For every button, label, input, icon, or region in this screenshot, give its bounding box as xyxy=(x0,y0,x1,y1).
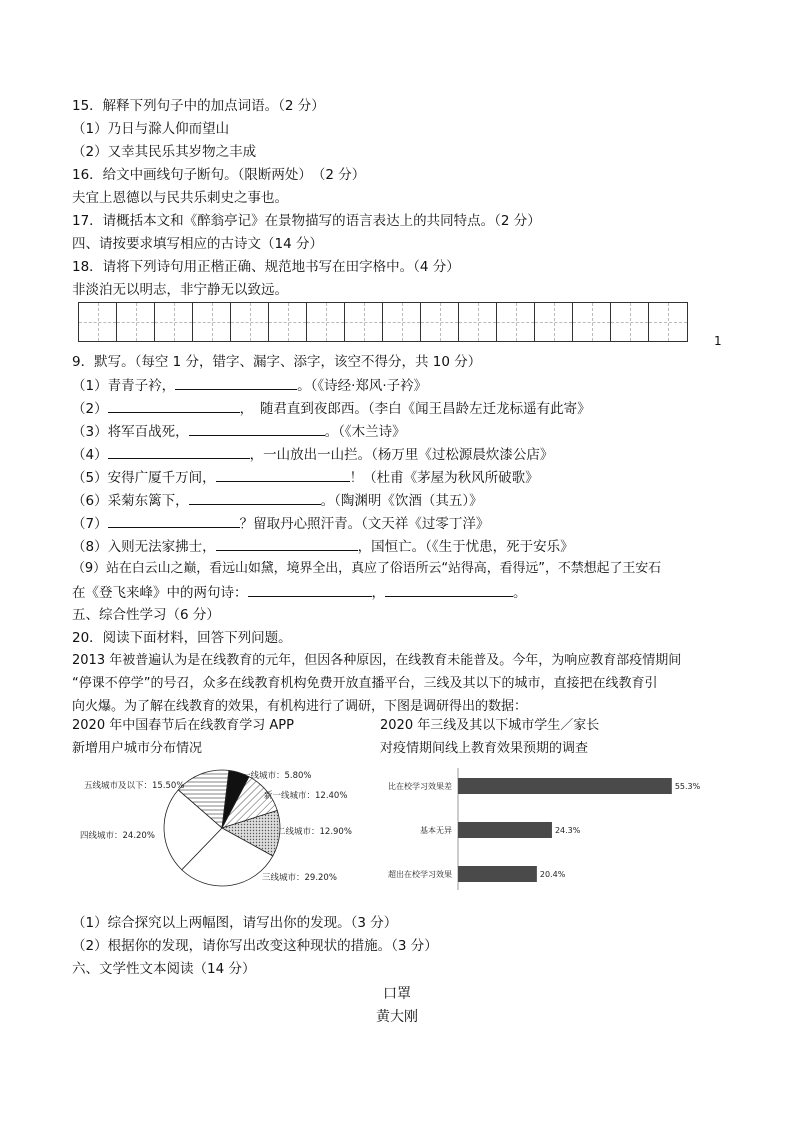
fill-pre: （8）入则无法家拂士， xyxy=(72,539,216,555)
fill-end: 。 xyxy=(513,585,527,601)
fill-blank[interactable] xyxy=(248,582,372,597)
fill-pre: （4） xyxy=(72,447,108,463)
fill-pre: （1）青青子衿， xyxy=(72,378,176,394)
bar-category-label: 超出在校学习效果 xyxy=(388,870,452,879)
story-author: 黄大刚 xyxy=(376,1009,418,1025)
fill-blank[interactable] xyxy=(175,375,297,390)
fill-pre: （6）采菊东篱下， xyxy=(72,493,189,509)
fill-item xyxy=(72,444,553,465)
grid-cell[interactable] xyxy=(79,303,117,341)
bar-chart xyxy=(380,760,720,900)
q16-text: 夫宜上恩德以与民共乐刺史之事也。 xyxy=(72,190,288,206)
fill-blank[interactable] xyxy=(108,513,240,528)
q20-sub-2: （2）根据你的发现，请你写出改变这种现状的措施。（3 分） xyxy=(72,938,438,954)
fill-item xyxy=(72,490,483,511)
fill-post: ， 随君直到夜郎西。（李白《闻王昌龄左迁龙标遥有此寄》 xyxy=(239,401,591,417)
bar xyxy=(458,822,552,838)
grid-cell[interactable] xyxy=(193,303,231,341)
fill-blank[interactable] xyxy=(189,421,325,436)
fill-blank[interactable] xyxy=(108,398,240,413)
fill-blank[interactable] xyxy=(189,490,321,505)
grid-cell[interactable] xyxy=(535,303,573,341)
fill-item-9-line2 xyxy=(72,582,527,603)
fill-blank[interactable] xyxy=(385,582,513,597)
q17-title: 17．请概括本文和《醉翁亭记》在景物描写的语言表达上的共同特点。（2 分） xyxy=(72,213,541,229)
q15-title: 15．解释下列句子中的加点词语。（2 分） xyxy=(72,98,325,114)
fill-post: 。（陶渊明《饮酒（其五）》 xyxy=(320,493,483,509)
grid-cell[interactable] xyxy=(383,303,421,341)
bar-value-label: 55.3% xyxy=(674,782,701,791)
fill-item xyxy=(72,375,427,396)
fill-blank[interactable] xyxy=(108,444,250,459)
fill-post: ，一山放出一山拦。（杨万里《过松源晨炊漆公店》 xyxy=(249,447,554,463)
pie-chart xyxy=(72,760,372,900)
pie-label: 二线城市：12.90% xyxy=(277,827,352,837)
grid-cell[interactable] xyxy=(307,303,345,341)
q15-item-2: （2）又幸其民乐其岁物之丰成 xyxy=(72,144,257,160)
fill-post: 。（《诗经·郑风·子衿》 xyxy=(297,378,428,394)
pie-subtitle: 新增用户城市分布情况 xyxy=(72,741,203,756)
section5-title: 五、综合性学习（6 分） xyxy=(72,607,220,623)
bar-category-label: 基本无异 xyxy=(420,826,452,835)
bar-value-label: 24.3% xyxy=(554,826,581,835)
q15-item-1: （1）乃日与滁人仰而望山 xyxy=(72,121,230,137)
pie-title: 2020 年中国春节后在线教育学习 APP xyxy=(72,718,294,733)
pie-label: 一线城市：5.80% xyxy=(242,771,312,781)
fill-post: ？留取丹心照汗青。（文天祥《过零丁洋》 xyxy=(239,516,490,532)
fill-post: ！（杜甫《茅屋为秋风所破歌》 xyxy=(349,470,539,486)
grid-cell[interactable] xyxy=(345,303,383,341)
q19-title: 9．默写。（每空 1 分，错字、漏字、添字，该空不得分，共 10 分） xyxy=(72,354,482,370)
bar-subtitle: 对疫情期间线上教育效果预期的调查 xyxy=(380,741,589,756)
fill-pre: （3）将军百战死， xyxy=(72,424,189,440)
story-title: 口罩 xyxy=(383,986,411,1002)
section6-title: 六、文学性文本阅读（14 分） xyxy=(72,961,256,977)
q20-para-1: 2013 年被普遍认为是在线教育的元年，但因各种原因，在线教育未能普及。今年，为响应教育部疫情期间 xyxy=(72,653,682,668)
grid-cell[interactable] xyxy=(497,303,535,341)
grid-cell[interactable] xyxy=(269,303,307,341)
fill-post: 。（《木兰诗》 xyxy=(324,424,406,440)
grid-cell[interactable] xyxy=(421,303,459,341)
fill-pre: （2） xyxy=(72,401,108,417)
fill-sep: ， xyxy=(371,585,385,601)
q20-para-3: 向火爆。为了解在线教育的效果，有机构进行了调研，下图是调研得出的数据： xyxy=(72,699,528,714)
grid-cell[interactable] xyxy=(611,303,649,341)
bar-value-label: 20.4% xyxy=(539,870,566,879)
fill-pre: （7） xyxy=(72,516,108,532)
pie-label: 四线城市：24.20% xyxy=(80,831,155,841)
q20-para-2: “停课不停学”的号召，众多在线教育机构免费开放直播平台，三线及其以下的城市，直接把在线教育引 xyxy=(72,676,658,691)
bar xyxy=(458,778,672,794)
pie-label: 三线城市：29.20% xyxy=(262,873,337,883)
page-marker: 1 xyxy=(714,334,722,348)
bar-category-label: 比在校学习效果差 xyxy=(388,782,452,791)
fill-item xyxy=(72,398,591,419)
fill-item-9-line1: （9）站在白云山之巅，看远山如黛，境界全出，真应了俗语所云“站得高，看得远”，不禁想起了王安石 xyxy=(72,561,662,576)
grid-cell[interactable] xyxy=(459,303,497,341)
q16-title: 16．给文中画线句子断句。（限断两处） （2 分） xyxy=(72,167,366,183)
bar-title: 2020 年三线及其以下城市学生／家长 xyxy=(380,718,600,733)
pie-label: 新一线城市：12.40% xyxy=(264,791,348,801)
grid-cell[interactable] xyxy=(573,303,611,341)
grid-cell[interactable] xyxy=(117,303,155,341)
tianzige-grid[interactable] xyxy=(78,302,688,342)
fill-pre: 在《登飞来峰》中的两句诗： xyxy=(72,585,248,601)
fill-post: ，国恒亡。（《生于忧患，死于安乐》 xyxy=(357,539,574,555)
section4-title: 四、请按要求填写相应的古诗文（14 分） xyxy=(72,236,323,252)
fill-blank[interactable] xyxy=(216,467,350,482)
fill-blank[interactable] xyxy=(216,536,358,551)
grid-cell[interactable] xyxy=(231,303,269,341)
fill-item xyxy=(72,421,406,442)
grid-cell[interactable] xyxy=(649,303,687,341)
q20-title: 20．阅读下面材料，回答下列问题。 xyxy=(72,630,292,646)
q18-title: 18．请将下列诗句用正楷正确、规范地书写在田字格中。（4 分） xyxy=(72,259,460,275)
fill-item xyxy=(72,513,489,534)
fill-item xyxy=(72,467,539,488)
pie-label: 五线城市及以下：15.50% xyxy=(84,781,185,791)
fill-item xyxy=(72,536,574,557)
q20-sub-1: （1）综合探究以上两幅图，请写出你的发现。（3 分） xyxy=(72,915,398,931)
fill-pre: （5）安得广厦千万间， xyxy=(72,470,216,486)
grid-cell[interactable] xyxy=(155,303,193,341)
bar xyxy=(458,866,537,882)
q18-text: 非淡泊无以明志，非宁静无以致远。 xyxy=(72,282,288,298)
